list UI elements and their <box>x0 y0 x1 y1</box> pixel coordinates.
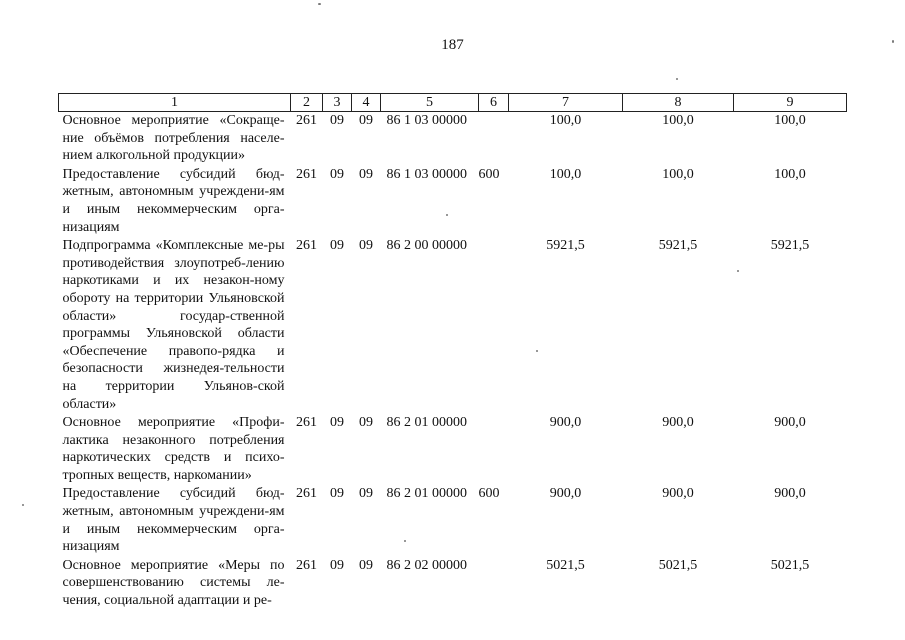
page-number: 187 <box>441 37 464 53</box>
row-amount-col-9: 5021,5 <box>770 557 810 573</box>
header-col-3: 3 <box>323 94 352 112</box>
scan-speck <box>22 504 24 506</box>
row-target-article: 86 2 01 00000 <box>386 415 467 431</box>
row-subsection-code: 09 <box>359 486 373 502</box>
row-ministry-code: 261 <box>296 557 317 573</box>
row-section-code: 09 <box>330 238 344 254</box>
header-col-7: 7 <box>509 94 623 112</box>
scan-speck <box>404 540 406 542</box>
row-amount-col-8: 5021,5 <box>658 557 698 573</box>
row-subsection-code: 09 <box>359 557 373 573</box>
row-amount-col-7: 5021,5 <box>546 557 585 573</box>
row-amount-col-7: 900,0 <box>549 415 582 431</box>
row-subsection-code: 09 <box>359 238 373 254</box>
row-target-article: 86 2 02 00000 <box>386 557 467 573</box>
row-amount-col-8: 100,0 <box>662 166 694 182</box>
row-target-article: 86 1 03 00000 <box>386 113 467 128</box>
row-expense-type <box>479 557 509 611</box>
row-ministry-code: 261 <box>296 113 317 128</box>
header-col-5: 5 <box>381 94 479 112</box>
table-row <box>59 557 847 611</box>
row-name: Предоставление субсидий бюд-жетным, автономным учреждени-ям и иным некоммерческим орга-низациям <box>62 486 285 555</box>
row-name: Основное мероприятие «Меры по совершенствованию системы ле-чения, социальной адаптации и ре- <box>62 557 285 609</box>
row-amount-col-8: 900,0 <box>662 486 694 502</box>
row-ministry-code: 261 <box>296 238 317 254</box>
row-section-code: 09 <box>330 557 344 573</box>
header-col-4: 4 <box>352 94 381 112</box>
table-row <box>59 112 847 166</box>
scan-speck <box>737 270 739 272</box>
row-expense-type <box>479 237 509 414</box>
row-amount-col-7: 900,0 <box>549 486 582 502</box>
row-section-code: 09 <box>330 415 344 431</box>
scan-speck <box>676 78 678 80</box>
scan-speck <box>892 40 894 43</box>
header-col-8: 8 <box>623 94 734 112</box>
row-amount-col-8: 5921,5 <box>658 238 698 254</box>
row-amount-col-9: 5921,5 <box>770 238 810 254</box>
row-amount-col-9: 100,0 <box>774 166 806 182</box>
row-subsection-code: 09 <box>359 415 373 431</box>
header-col-9: 9 <box>734 94 847 112</box>
header-row <box>59 94 847 112</box>
row-target-article: 86 2 00 00000 <box>386 238 467 254</box>
row-section-code: 09 <box>330 486 344 502</box>
table-row <box>59 414 847 485</box>
row-amount-col-7: 100,0 <box>549 166 582 182</box>
row-expense-type: 600 <box>478 166 500 182</box>
header-col-6: 6 <box>479 94 509 112</box>
row-name: Предоставление субсидий бюд-жетным, автономным учреждени-ям и иным некоммерческим орга-низациям <box>62 166 285 235</box>
row-amount-col-7: 5921,5 <box>546 238 585 254</box>
table-row <box>59 485 847 556</box>
row-target-article: 86 1 03 00000 <box>386 166 467 182</box>
row-ministry-code: 261 <box>296 415 317 431</box>
row-amount-col-9: 900,0 <box>774 415 806 431</box>
table-row <box>59 237 847 414</box>
row-name: Основное мероприятие «Профи-лактика незаконного потребления наркотических средств и психо-тропных веществ, наркомании» <box>62 415 285 483</box>
row-name: Основное мероприятие «Сокраще-ние объёмов потребления населе-нием алкогольной продукции» <box>62 113 285 164</box>
header-col-2: 2 <box>291 94 323 112</box>
row-amount-col-9: 100,0 <box>774 113 806 128</box>
table-row <box>59 166 847 237</box>
row-expense-type <box>479 414 509 485</box>
row-amount-col-8: 100,0 <box>662 113 694 128</box>
row-amount-col-8: 900,0 <box>662 415 694 431</box>
row-amount-col-9: 900,0 <box>774 486 806 502</box>
row-subsection-code: 09 <box>359 113 373 128</box>
row-expense-type: 600 <box>478 486 500 502</box>
header-col-1: 1 <box>59 94 291 112</box>
budget-table <box>58 93 847 611</box>
row-ministry-code: 261 <box>296 166 317 182</box>
row-section-code: 09 <box>330 166 344 182</box>
row-section-code: 09 <box>330 113 344 128</box>
scan-speck <box>536 350 538 352</box>
row-name: Подпрограмма «Комплексные ме-ры противодействия злоупотреб-лению наркотиками и их незакон-ному обороту на территории Ульяновской области» государ-ственной программы Ульяновской области «Обеспечение правопо-рядка и безопасности жизнедея-тельности на территории Ульянов-ской области» <box>62 238 285 412</box>
row-expense-type <box>479 112 509 166</box>
row-ministry-code: 261 <box>296 486 317 502</box>
row-target-article: 86 2 01 00000 <box>386 486 467 502</box>
scan-speck <box>446 214 448 216</box>
row-amount-col-7: 100,0 <box>549 113 582 128</box>
scan-speck <box>318 3 321 5</box>
row-subsection-code: 09 <box>359 166 373 182</box>
